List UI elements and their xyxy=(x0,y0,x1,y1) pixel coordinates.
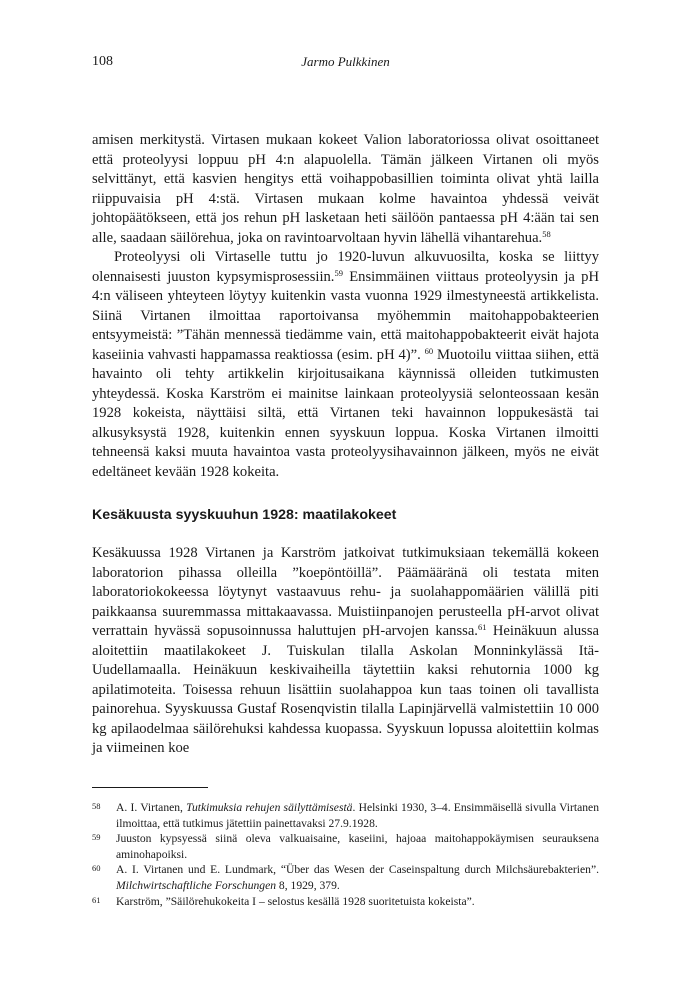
footnote-ref-61[interactable]: 61 xyxy=(477,622,487,632)
footnote-text-part: . Helsinki 1930, 3–4. Ensimmäisellä sivulla Virtanen ilmoittaa, että tutkimus jätettiin painettavaksi 27.9.1928. xyxy=(116,801,599,830)
footnote-number: 58 xyxy=(92,801,101,811)
footnote-ref-58[interactable]: 58 xyxy=(542,228,551,239)
footnote-ref-60[interactable]: 60 xyxy=(424,345,434,356)
footnote-61 xyxy=(92,894,599,910)
paragraph-text: Muotoilu viittaa siihen, että havainto oli tehty artikkelin kirjoitusaikana käynnissä olleiden tutkimusten yhteydessä. Koska Karström ei mainitse lainkaan proteolyysiä selonteossaan kesän 1928 kokeista, näyttäisi siltä, että Virtanen teki havainnon loppukesästä tai alkusyksystä 1928, kuitenkin ennen syyskuun loppua. Koska Virtanen ilmoitti tehneensä kaksi muuta havaintoa vasta proteolyysihavainnon jälkeen, myös ne eivät edeltäneet kevään 1928 kokeita. xyxy=(92,346,600,480)
paragraph-2 xyxy=(92,248,599,482)
paragraph-text: Ensimmäinen viittaus proteolyysin ja pH 4:n väliseen yhteyteen löytyy kuitenkin vasta vuonna 1929 ilmestyneestä artikkelista. Siinä Virtanen ilmoittaa raportoivansa myöhemmin maitohappobakteerien entsyymeistä: ”Tähän mennessä tiedämme vain, että maitohappobakteerit eivät hajota kaseiinia vahvasti happamassa reaktiossa (esim. pH 4)”. xyxy=(92,268,599,363)
footnotes xyxy=(92,800,599,909)
footnote-ref-59[interactable]: 59 xyxy=(334,267,343,278)
footnote-divider xyxy=(92,787,208,788)
footnote-text-part: Juuston kypsyessä siinä oleva valkuaisaine, kaseiini, hajoaa maitohappokäymisen seurauksena aminohapoiksi. xyxy=(116,832,599,861)
body-text-lower xyxy=(92,544,599,759)
running-head xyxy=(92,54,599,74)
footnote-text-part: A. I. Virtanen und E. Lundmark, “Über das Wesen der Caseinspaltung durch Milchsäurebakterien”. xyxy=(116,863,599,877)
footnote-number: 61 xyxy=(92,894,101,905)
running-title-author: Jarmo Pulkkinen xyxy=(301,54,390,69)
footnote-cited-title: Milchwirtschaftliche Forschungen xyxy=(116,878,277,892)
footnote-text xyxy=(116,862,599,893)
paragraph-1 xyxy=(92,131,599,248)
footnote-text xyxy=(116,894,599,910)
section-heading: Kesäkuusta syyskuuhun 1928: maatilakokeet xyxy=(92,507,397,523)
paragraph-text: Kesäkuussa 1928 Virtanen ja Karström jatkoivat tutkimuksiaan tekemällä kokeen laboratorion pihassa olleilla ”koepöntöillä”. Päämääränä oli testata miten laboratoriokokeessa löytynyt vastaavuus rehu- ja suolahappomäärien välillä piti paikkaansa suuremmassa mittakaavassa. Muistiinpanojen perusteella pH-arvot olivat verrattain hyvässä sopusoinnussa haluttujen pH-arvojen kanssa. xyxy=(92,545,599,639)
footnote-60 xyxy=(92,862,599,893)
footnote-58 xyxy=(92,800,599,831)
footnote-text-part: Karström, ”Säilörehukokeita I – selostus kesällä 1928 suoritetuista kokeista”. xyxy=(116,894,475,908)
paragraph-text: Proteolyysi oli Virtaselle tuttu jo 1920-luvun alkuvuosilta, koska se liittyy olennaisesti juuston kypsymisprosessiin. xyxy=(92,249,599,285)
body-text-upper xyxy=(92,131,599,482)
footnote-number: 59 xyxy=(92,832,101,843)
footnote-text xyxy=(116,800,599,831)
footnote-59 xyxy=(92,831,599,862)
footnote-text xyxy=(116,831,599,862)
footnote-cited-title: Tutkimuksia rehujen säilyttämisestä xyxy=(186,801,353,814)
footnote-number: 60 xyxy=(92,863,101,874)
paragraph-3 xyxy=(92,544,599,759)
paragraph-text: Heinäkuun alussa aloitettiin maatilakokeet J. Tuiskulan tilalla Askolan Monninkylässä Itä-Uudellamaalla. Heinäkuun keskivaiheilla täytettiin kaksi rehutornia 1000 kg apilatimoteita. Toisessa rehuun lisättiin suolahappoa kun taas toinen oli tavallista painorehua. Syyskuussa Gustaf Rosenqvistin tilalla Lapinjärvellä valmistettiin 10 000 kg apilaodelmaa säilörehuksi kahdessa kuopassa. Syyskuun lopussa aloitettiin kolmas ja viimeinen koe xyxy=(92,623,600,756)
footnote-text-part: A. I. Virtanen, xyxy=(116,801,187,814)
footnote-text-part: 8, 1929, 379. xyxy=(276,878,340,892)
page-number: 108 xyxy=(92,54,113,69)
paragraph-text: amisen merkitystä. Virtasen mukaan kokeet Valion laboratoriossa olivat osoittaneet että proteolyysi loppuu pH 4:n alapuolella. Tämän jälkeen Virtanen oli myös selvittänyt, että kasvien hengitys että voihappobasillien toiminta olivat yhtä lailla riippuvaisia pH 4:stä. Virtasen mukaan kolme havaintoa yhdessä veivät johtopäätökseen, että jos rehun pH lasketaan heti säilöön pantaessa pH 4:ään tai sen alle, saadaan säilörehua, joka on ravintoarvoltaan hyvin lähellä vihantarehua. xyxy=(92,132,599,246)
